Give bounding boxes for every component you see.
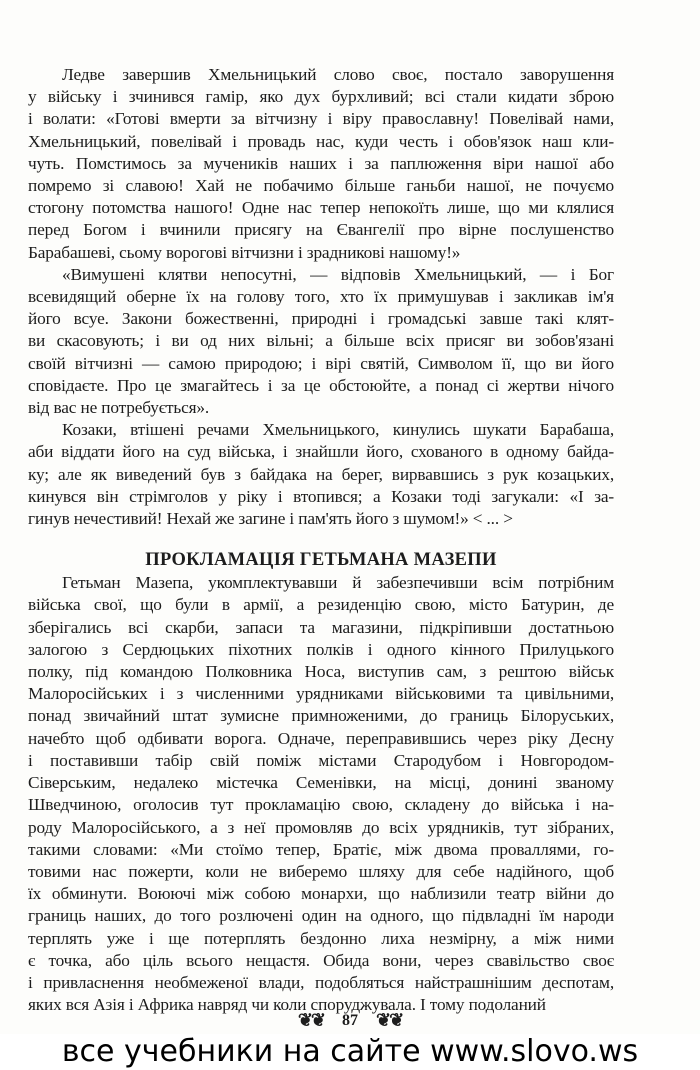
text-line: яких вся Азія і Африка навряд чи коли споруджувала. І тому подоланий	[28, 995, 546, 1015]
top-section	[28, 64, 614, 530]
page-body	[28, 64, 614, 1016]
text-line: і привласнення необмеженої влади, подобляться найстрашнішим деспотам,	[28, 972, 614, 992]
text-line: чуть. Помстимось за мучеників наших і за паплюження віри нашої або	[28, 153, 614, 173]
text-line: ви скасовують; і ви од них вільні; а більше всіх присяг ви зобов'язані	[28, 331, 614, 351]
text-line: «Вимушені клятви непосутні, — відповів Хмельницький, — і Бог	[62, 264, 614, 284]
section-heading: ПРОКЛАМАЦІЯ ГЕТЬМАНА МАЗЕПИ	[145, 550, 497, 571]
ornament-right-icon: ❦❦	[376, 1010, 403, 1030]
page-number-footer	[0, 1010, 700, 1031]
text-line: такими словами: «Ми стоїмо тепер, Братіє, між двома проваллями, го-	[28, 839, 614, 859]
text-line: у війську і зчинився гамір, яко дух бурхливий; всі стали кидати зброю	[28, 87, 614, 107]
text-line: своїй вітчизні — самою природою; і вірі святій, Символом її, що ви його	[28, 353, 614, 373]
text-line: гинув нечестивий! Нехай же загине і пам'ять його з шумом!» < ... >	[28, 509, 513, 529]
text-line: роду Малоросійського, а з неї промовляв до всіх урядників, тут зібраних,	[28, 817, 614, 837]
text-line: Барабашеві, сьому ворогові вітчизни і зрадникові нашому!»	[28, 242, 461, 262]
text-line: війська свої, що були в армії, а резиденцію свою, місто Батурин, де	[28, 595, 614, 615]
text-line: Малоросійських і з численними урядниками військовими та цивільними,	[28, 684, 614, 704]
text-line: Козаки, втішені речами Хмельницького, кинулись шукати Барабаша,	[62, 420, 614, 440]
text-line: Шведчиною, оголосив тут прокламацію свою, складену до війська і на-	[28, 795, 614, 815]
text-line: Хмельницький, повелівай і провадь нас, куди честь і обов'язок наш кли-	[28, 131, 614, 151]
text-line: всевидящий оберне їх на голову того, хто їх примушував і закликав ім'я	[28, 287, 614, 307]
text-line: перед Богом і вчинили присягу на Євангелії про вірне послушенство	[28, 220, 614, 240]
text-line: їх обминути. Воюючі між собою монархи, що наблизили театр війни до	[28, 884, 614, 904]
paragraph	[28, 264, 614, 419]
text-line: Сіверським, недалеко містечка Семенівки, на місці, донині званому	[28, 773, 614, 793]
paragraph	[28, 572, 614, 1016]
text-line: сповідаєте. Про це змагайтесь і за це обстоюйте, а понад сі жертви нічого	[28, 375, 614, 395]
text-line: є точка, або ціль всього нещастя. Обида вони, через свавільство своє	[28, 950, 614, 970]
text-line: помремо зі славою! Хай не побачимо більше ганьби нашої, не почуємо	[28, 176, 614, 196]
text-line: начебто щоб одбивати ворога. Одначе, переправившись через ріку Десну	[28, 728, 614, 748]
text-line: залогою з Сердюцьких піхотних полків і одного кінного Прилуцького	[28, 639, 614, 659]
text-line: від вас не потребується».	[28, 398, 210, 418]
text-line: Ледве завершив Хмельницький слово своє, постало заворушення	[62, 65, 614, 84]
paragraph	[28, 419, 614, 530]
paragraph	[28, 64, 614, 264]
text-line: і поставивши табір свій поміж містами Стародубом і Новгородом-	[28, 750, 614, 770]
text-line: його всуе. Закони божественні, природні і громадські завше такі клят-	[28, 309, 614, 329]
text-line: границь наших, до того розлючені один на одного, що підвладні їм народи	[28, 906, 614, 926]
text-line: і волати: «Готові вмерти за вітчизну і віру православну! Повелівай нами,	[28, 109, 614, 129]
page-number: 87	[342, 1012, 358, 1029]
text-line: зберігались всі скарби, запаси та магазини, підкріпивши достатньою	[28, 617, 614, 637]
ornament-left-icon: ❦❦	[297, 1010, 324, 1030]
text-line: терплять уже і ще потерплять бездонно лиха незмірну, а між ними	[28, 928, 614, 948]
text-line: ку; але як виведений був з байдака на берег, вирвавшись з рук козацьких,	[28, 464, 614, 484]
footer-banner[interactable]: все учебники на сайте www.slovo.ws	[0, 1034, 700, 1070]
text-line: кинувся він стрімголов у ріку і втопився; а Козаки тоді загукали: «І за-	[28, 486, 614, 506]
bottom-section	[28, 572, 614, 1016]
text-line: товими нас пожерти, коли не виберемо шляху для себе надійного, щоб	[28, 861, 614, 881]
text-line: стогону потомства нашого! Одне нас тепер непокоїть лише, що ми клялися	[28, 198, 614, 218]
text-line: Гетьман Мазепа, укомплектувавши й забезпечивши всім потрібним	[62, 573, 614, 593]
text-line: аби віддати його на суд війська, і знайшли його, схованого в одному байда-	[28, 442, 614, 462]
text-line: понад звичайний штат зумисне примноженими, до границь Білоруських,	[28, 706, 614, 726]
text-line: полку, під командою Полковника Носа, виступив сам, з рештою військ	[28, 662, 614, 682]
